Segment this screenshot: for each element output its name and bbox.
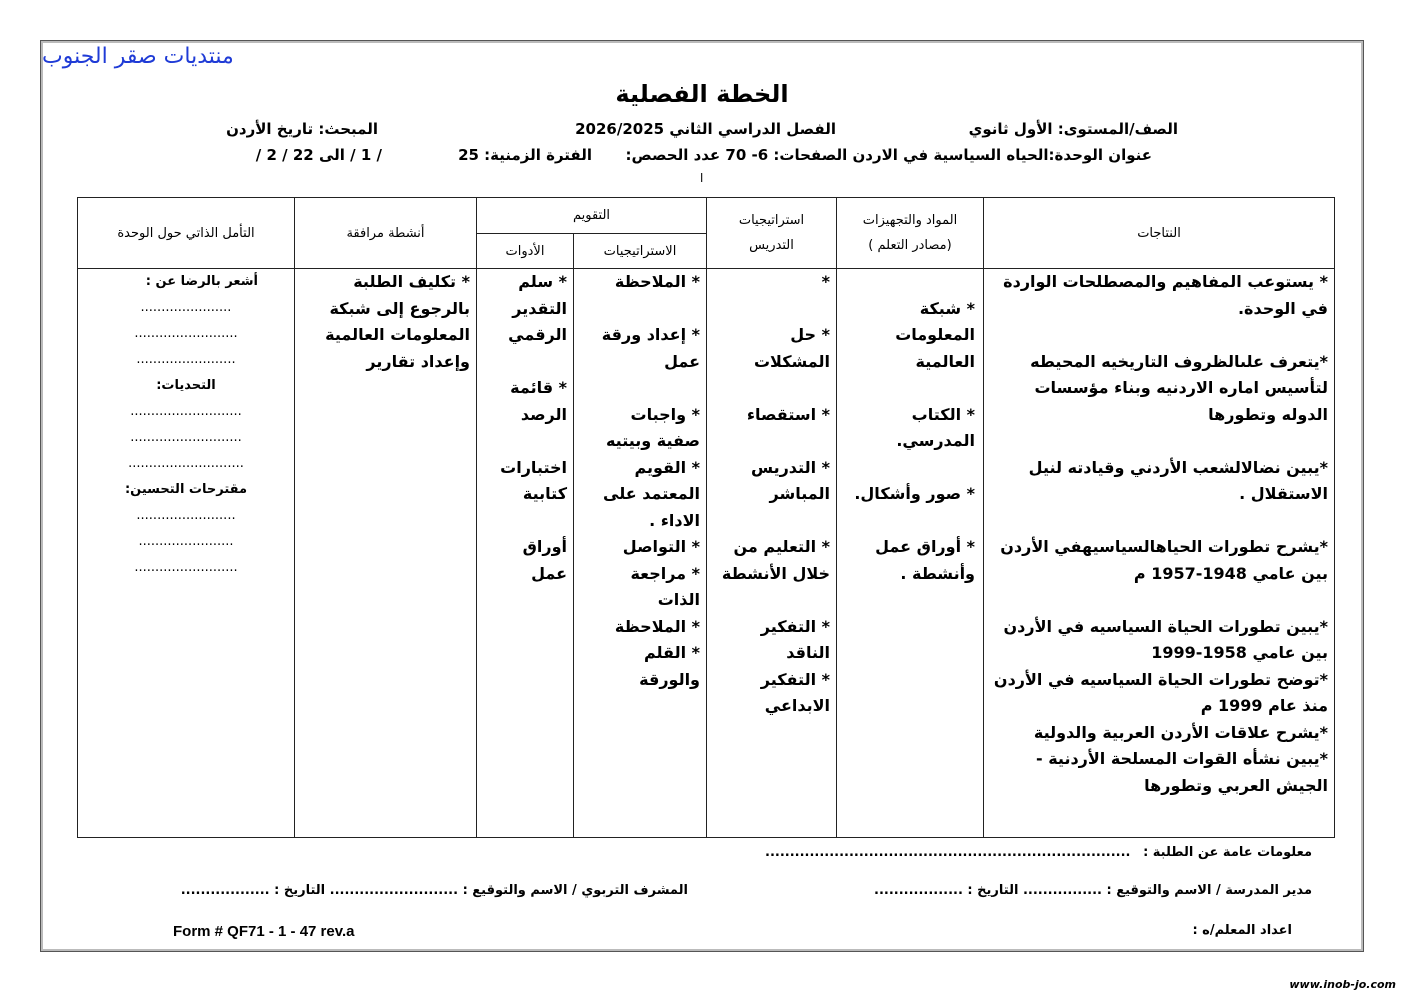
stray-mark: ا bbox=[700, 171, 704, 185]
unit-title: عنوان الوحدة:الحياه السياسية في الاردن الصفحات: 6- 70 عدد الحصص: bbox=[625, 146, 1152, 164]
general-info-dots: .......................................................................... bbox=[765, 845, 1131, 860]
reflection-challenges: التحديات: bbox=[156, 378, 216, 393]
form-code: Form # QF71 - 1 - 47 rev.a bbox=[173, 923, 355, 940]
strategies-cell bbox=[707, 269, 837, 838]
assessment-tools-cell bbox=[477, 269, 574, 838]
period: الفترة الزمنية: 25 bbox=[458, 146, 592, 164]
header-materials-line1: المواد والتجهيزات bbox=[862, 213, 958, 228]
header-materials-line2: (مصادر التعلم ) bbox=[868, 238, 952, 253]
principal-signature: مدير المدرسة / الاسم والتوقيع : ................ التاريخ : .................. bbox=[874, 883, 1312, 898]
header-reflection: التأمل الذاتي حول الوحدة bbox=[78, 198, 295, 269]
header-materials bbox=[837, 198, 984, 269]
reflection-dots-4: ........................... bbox=[130, 404, 242, 419]
reflection-satisfied: أشعر بالرضا عن : bbox=[145, 274, 258, 289]
watermark: منتديات صقر الجنوب bbox=[42, 44, 234, 69]
reflection-dots-1: ...................... bbox=[140, 300, 232, 315]
header-outcomes: النتاجات bbox=[984, 198, 1335, 269]
reflection-dots-6: ............................ bbox=[128, 456, 244, 471]
reflection-improvements: مقترحات التحسين: bbox=[124, 482, 248, 497]
supervisor-signature: المشرف التربوي / الاسم والتوقيع : .......................... التاريخ : .................. bbox=[180, 883, 688, 898]
semester: الفصل الدراسي الثاني 2026/2025 bbox=[575, 120, 836, 138]
prepared-by: اعداد المعلم/ه : bbox=[1192, 923, 1292, 938]
materials-text: * شبكة المعلومات العالمية * الكتاب المدرسي. * صور وأشكال. * أوراق عمل وأنشطة . bbox=[854, 298, 975, 583]
header-strategies-line2: التدريس bbox=[749, 238, 794, 253]
activities-text: * تكليف الطلبة بالرجوع إلى شبكة المعلومات العالمية وإعداد تقارير bbox=[325, 272, 470, 371]
header-strategies-line1: استراتيجيات bbox=[738, 213, 805, 228]
page-title: الخطة الفصلية bbox=[615, 80, 789, 108]
header-assessment-strategies: الاستراتيجيات bbox=[574, 234, 707, 269]
assessment-strategies-cell bbox=[574, 269, 707, 838]
subject: المبحث: تاريخ الأردن bbox=[226, 120, 378, 138]
general-info-label: معلومات عامة عن الطلبة : bbox=[1143, 845, 1312, 860]
grade-level: الصف/المستوى: الأول ثانوي bbox=[968, 120, 1178, 138]
assessment-strategies-text: * الملاحظة * إعداد ورقة عمل * واجبات صفية وبيتيه * القويم المعتمد على الاداء . * التواصل * مراجعة الذات * الملاحظة * القلم والورقة bbox=[601, 272, 700, 689]
outcomes-text: * يستوعب المفاهيم والمصطلحات الواردة في الوحدة. *يتعرف علىالظروف التاريخيه المحيطه لتأسيس اماره الاردنيه وبناء مؤسسات الدوله وتطورها *يبين نضالالشعب الأردني وقيادته لنيل الاستقلال . *يشرح تطورات الحياهالسياسيهفي الأردن بين عامي 1948-1957 م *يبين تطورات الحياة السياسيه في الأردن بين عامي 1958-1999 *توضح تطورات الحياة السياسيه في الأردن منذ عام 1999 م *يشرح علاقات الأردن العربية والدولية *يبين نشأه القوات المسلحة الأردنية - الجيش العربي وتطورها bbox=[993, 272, 1328, 795]
header-strategies bbox=[707, 198, 837, 269]
outcomes-cell bbox=[984, 269, 1335, 838]
reflection-dots-9: ......................... bbox=[134, 560, 238, 575]
header-activities: أنشطة مرافقة bbox=[295, 198, 477, 269]
reflection-dots-7: ........................ bbox=[136, 508, 236, 523]
website-link[interactable]: www.inob-jo.com bbox=[1289, 978, 1396, 991]
activities-cell bbox=[295, 269, 477, 838]
reflection-dots-2: ......................... bbox=[134, 326, 238, 341]
reflection-dots-5: ........................... bbox=[130, 430, 242, 445]
header-assessment: التقويم bbox=[477, 198, 707, 234]
reflection-dots-8: ....................... bbox=[138, 534, 234, 549]
reflection-cell bbox=[78, 269, 295, 838]
assessment-tools-text: * سلم التقدير الرقمي * قائمة الرصد اختبارات كتابية أوراق عمل bbox=[500, 272, 567, 583]
plan-table bbox=[77, 197, 1335, 838]
strategies-text: * * حل المشكلات * استقصاء * التدريس المباشر * التعليم من خلال الأنشطة * التفكير الناقد * التفكير الابداعي bbox=[721, 272, 830, 715]
materials-cell bbox=[837, 269, 984, 838]
header-assessment-tools: الأدوات bbox=[477, 234, 574, 269]
date-range: / 1 / الى 22 / 2 / bbox=[255, 146, 382, 164]
reflection-dots-3: ........................ bbox=[136, 352, 236, 367]
